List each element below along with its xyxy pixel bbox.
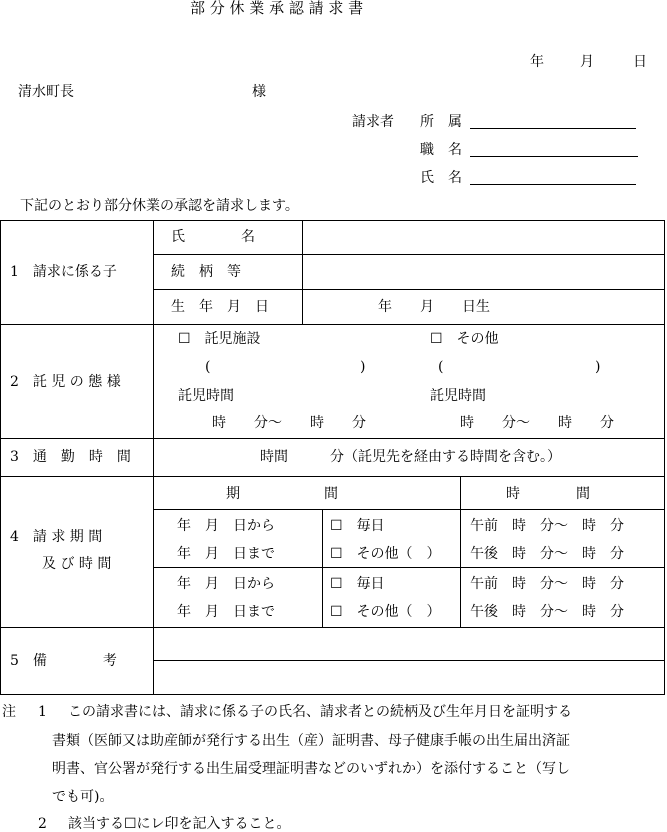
- period1-pm-time: 午後 時 分～ 時 分: [470, 546, 624, 562]
- section5-label: 5 備 考: [10, 653, 117, 669]
- facility-paren-close: ): [360, 359, 366, 375]
- time-header: 時 間: [506, 486, 590, 502]
- note2-text: 該当する☐にレ印を記入すること。: [68, 816, 291, 832]
- other-checkbox-option[interactable]: ☐ その他: [430, 331, 499, 347]
- period2-pm-time: 午後 時 分～ 時 分: [470, 604, 624, 620]
- period2-to: 年 月 日まで: [177, 604, 275, 620]
- facility-checkbox-option[interactable]: ☐ 託児施設: [178, 331, 261, 347]
- note1-line3: 明書、官公署が発行する出生届受理証明書などのいずれか）を添付すること（写し: [52, 761, 570, 777]
- affiliation-label: 所 属: [420, 114, 462, 130]
- position-underline: [470, 156, 638, 157]
- date-day: 日: [633, 54, 647, 70]
- other-time-label: 託児時間: [430, 388, 486, 404]
- section3-label: 3 通 勤 時 間: [10, 449, 131, 465]
- document-title: 部 分 休 業 承 認 請 求 書: [190, 0, 364, 17]
- birthdate-value: 年 月 日生: [378, 299, 490, 315]
- date-year: 年: [530, 54, 544, 70]
- note1-number: 1: [38, 704, 47, 720]
- addressee-name: 清水町長: [18, 84, 74, 100]
- notes-prefix: 注: [2, 704, 16, 720]
- note1-line1: この請求書には、請求に係る子の氏名、請求者との続柄及び生年月日を証明する: [68, 704, 572, 720]
- birthdate-label: 生 年 月 日: [171, 299, 269, 315]
- facility-time-label: 託児時間: [178, 388, 234, 404]
- position-label: 職 名: [420, 142, 462, 158]
- note1-line2: 書類（医師又は助産師が発行する出生（産）証明書、母子健康手帳の出生届出済証: [52, 733, 570, 749]
- affiliation-underline: [470, 128, 636, 129]
- period1-to: 年 月 日まで: [177, 546, 275, 562]
- note1-line4: でも可)。: [52, 789, 114, 805]
- period2-other-option[interactable]: ☐ その他（ ）: [330, 604, 441, 620]
- note2-number: 2: [38, 816, 47, 832]
- requester-label: 請求者: [352, 114, 394, 130]
- section1-label: 1 請求に係る子: [10, 264, 117, 280]
- other-time-range: 時 分～ 時 分: [460, 415, 614, 431]
- relation-label: 続 柄 等: [171, 264, 241, 280]
- section4-label-line2: 及 び 時 間: [42, 556, 112, 572]
- section2-label: 2 託 児 の 態 様: [10, 374, 121, 390]
- intro-text: 下記のとおり部分休業の承認を請求します。: [20, 198, 299, 214]
- date-month: 月: [580, 54, 594, 70]
- child-name-label: 氏 名: [171, 229, 255, 245]
- other-paren-close: ): [595, 359, 601, 375]
- requester-name-label: 氏 名: [420, 170, 462, 186]
- period2-daily-option[interactable]: ☐ 毎日: [330, 576, 385, 592]
- facility-time-range: 時 分～ 時 分: [212, 415, 366, 431]
- addressee-honorific: 様: [252, 84, 266, 100]
- requester-name-underline: [470, 184, 636, 185]
- period2-from: 年 月 日から: [177, 576, 275, 592]
- period1-other-option[interactable]: ☐ その他（ ）: [330, 546, 441, 562]
- commute-time-value: 時間 分（託児先を経由する時間を含む。）: [260, 449, 561, 465]
- section4-label-line1: 4 請 求 期 間: [10, 529, 103, 545]
- period1-daily-option[interactable]: ☐ 毎日: [330, 518, 385, 534]
- period-header: 期 間: [226, 486, 338, 502]
- period1-am-time: 午前 時 分～ 時 分: [470, 518, 624, 534]
- facility-paren-open: (: [205, 359, 211, 375]
- other-paren-open: (: [438, 359, 444, 375]
- period2-am-time: 午前 時 分～ 時 分: [470, 576, 624, 592]
- period1-from: 年 月 日から: [177, 518, 275, 534]
